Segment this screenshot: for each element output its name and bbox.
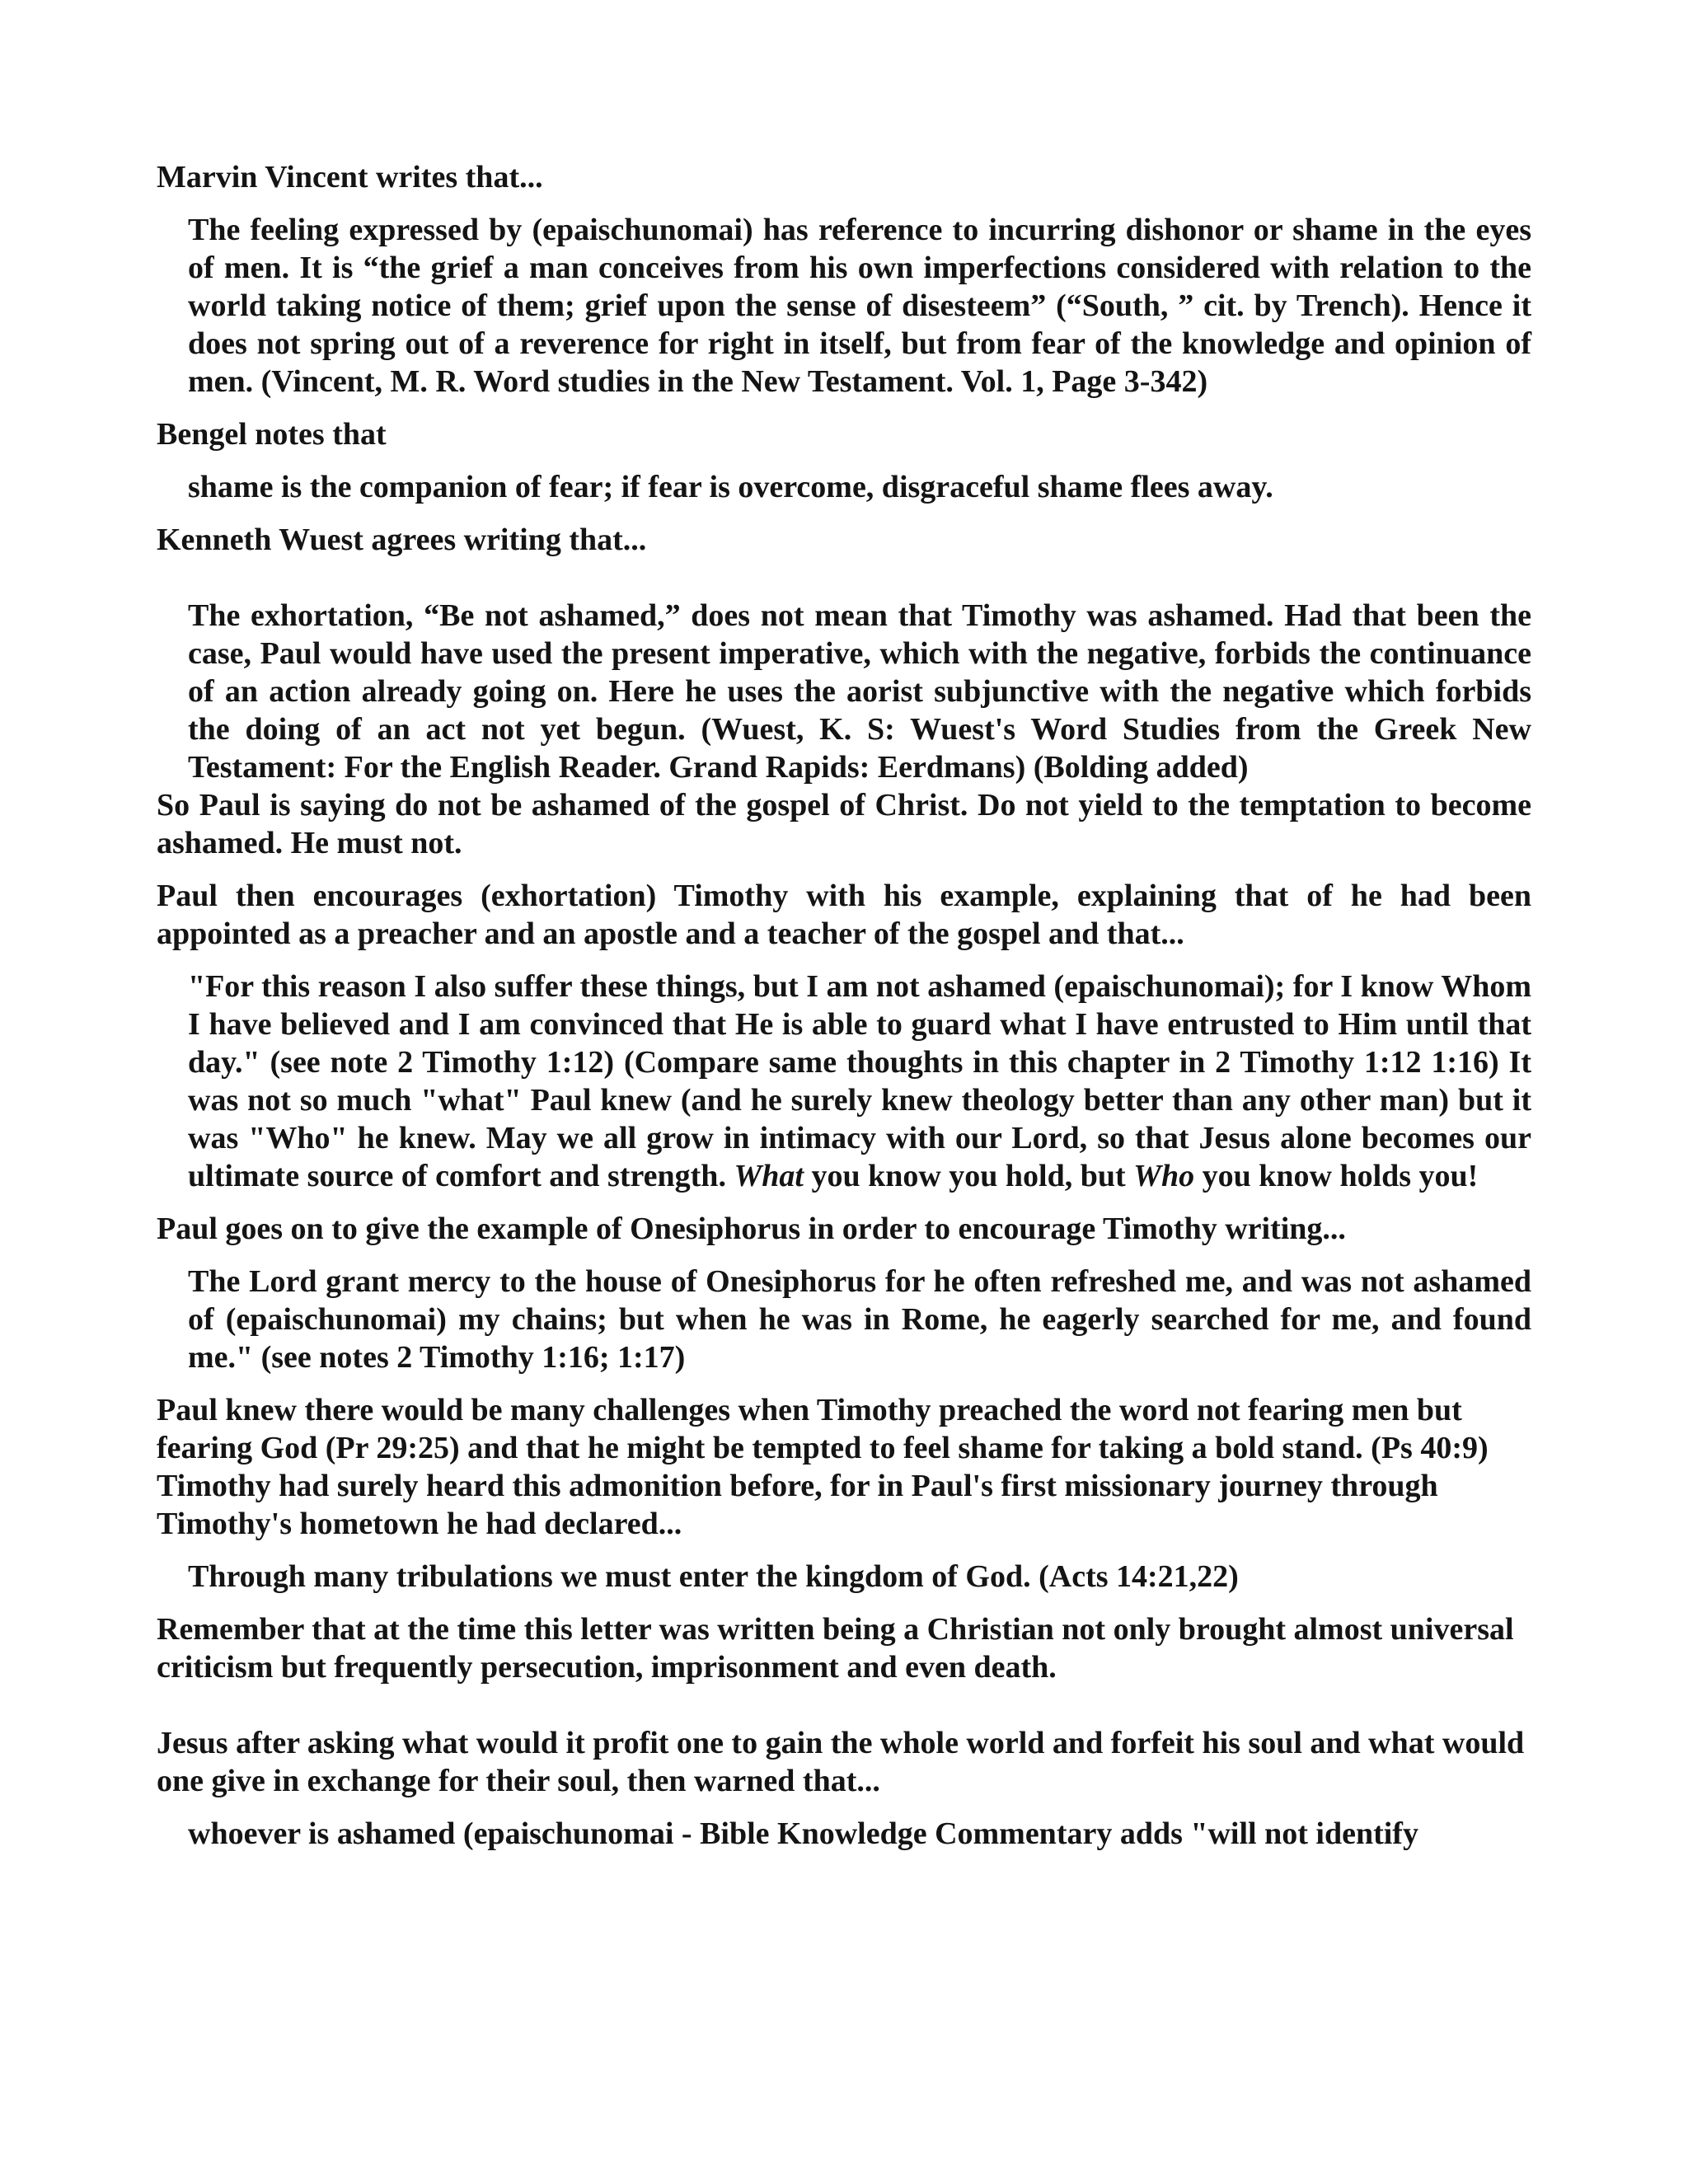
quote-whoever: whoever is ashamed (epaischunomai - Bible Knowledge Commentary adds "will not identify [188, 1816, 1418, 1851]
quote-paul-suffer [188, 968, 1531, 1195]
quote-paul-suffer-end: you know holds you! [1194, 1159, 1479, 1193]
paragraph-paul-encourages: Paul then encourages (exhortation) Timothy with his example, explaining that of he had been appointed as a preacher and an apostle and a teacher of the gospel and that... [157, 879, 1531, 951]
intro-bengel: Bengel notes that [157, 417, 387, 452]
quote-vincent: The feeling expressed by (epaischunomai) has reference to incurring dishonor or shame in the eyes of men. It is “the grief a man conceives from his own imperfections considered with relation to the world taking notice of them; grief upon the sense of disesteem” (“South, ” cit. by Trench). Hence it does not spring out of a reverence for right in itself, but from fear of the knowledge and opinion of men. (Vincent, M. R. Word studies in the New Testament. Vol. 1, Page 3-342) [188, 213, 1531, 399]
quote-paul-suffer-main: "For this reason I also suffer these things, but I am not ashamed (epaischunomai); for I know Whom I have believed and I am convinced that He is able to guard what I have entrusted to Him until that day." (see note 2 Timothy 1:12) (Compare same thoughts in this chapter in 2 Timothy 1:12 1:16) It was not so much "what" Paul knew (and he surely knew theology better than any other man) but it was "Who" he knew. May we all grow in intimacy with our Lord, so that Jesus alone becomes our ultimate source of comfort and strength. [188, 969, 1531, 1193]
intro-wuest: Kenneth Wuest agrees writing that... [157, 523, 647, 557]
paragraph-challenges: Paul knew there would be many challenges when Timothy preached the word not fearing men but fearing God (Pr 29:25) and that he might be tempted to feel shame for taking a bold stand. (Ps 40:9) Timothy had surely heard this admonition before, for in Paul's first missionary journey through Timothy's hometown he had declared... [157, 1393, 1489, 1541]
emphasis-what: What [734, 1159, 804, 1193]
quote-bengel: shame is the companion of fear; if fear is overcome, disgraceful shame flees away. [188, 470, 1273, 504]
paragraph-jesus: Jesus after asking what would it profit one to gain the whole world and forfeit his soul and what would one give in exchange for their soul, then warned that... [157, 1726, 1525, 1798]
quote-onesiphorus: The Lord grant mercy to the house of Onesiphorus for he often refreshed me, and was not ashamed of (epaischunomai) my chains; but when he was in Rome, he eagerly searched for me, and found me." (see notes 2 Timothy 1:16; 1:17) [188, 1264, 1531, 1375]
intro-onesiphorus: Paul goes on to give the example of Onesiphorus in order to encourage Timothy writing... [157, 1212, 1346, 1246]
quote-wuest: The exhortation, “Be not ashamed,” does not mean that Timothy was ashamed. Had that been the case, Paul would have used the present imperative, which with the negative, forbids the continuance of an action already going on. Here he uses the aorist subjunctive with the negative which forbids the doing of an act not yet begun. (Wuest, K. S: Wuest's Word Studies from the Greek New Testament: For the English Reader. Grand Rapids: Eerdmans) (Bolding added) [188, 598, 1531, 785]
quote-paul-suffer-mid: you know you hold, but [803, 1159, 1134, 1193]
emphasis-who: Who [1133, 1159, 1195, 1193]
intro-vincent: Marvin Vincent writes that... [157, 160, 543, 194]
quote-acts: Through many tribulations we must enter the kingdom of God. (Acts 14:21,22) [188, 1559, 1239, 1594]
paragraph-paul-ashamed: So Paul is saying do not be ashamed of the gospel of Christ. Do not yield to the temptation to become ashamed. He must not. [157, 788, 1531, 860]
paragraph-remember: Remember that at the time this letter was written being a Christian not only brought almost universal criticism but frequently persecution, imprisonment and even death. [157, 1612, 1514, 1685]
